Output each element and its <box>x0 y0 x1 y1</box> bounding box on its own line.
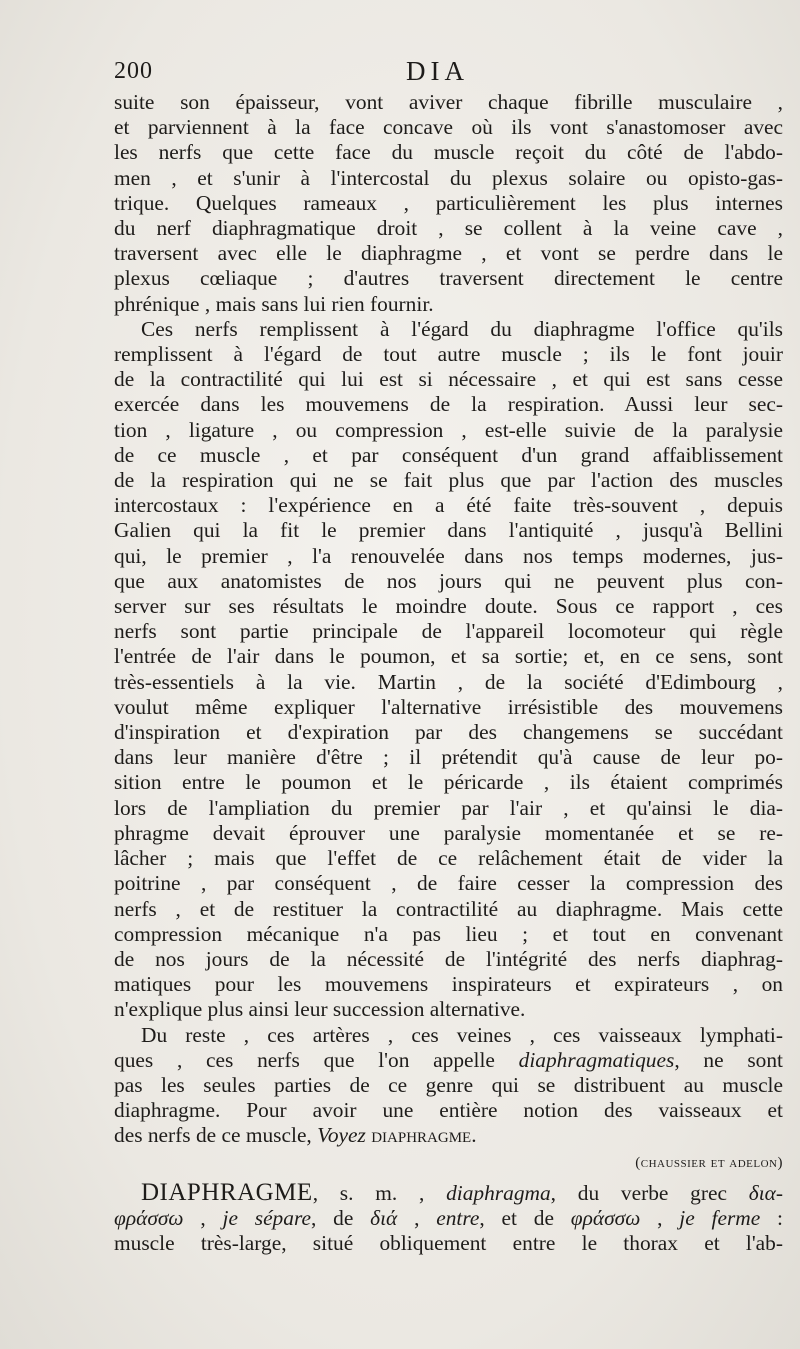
text-line: du nerf diaphragmatique droit , se collent à la veine cave , <box>114 216 783 241</box>
italic-term: diaphragmatiques <box>518 1047 675 1072</box>
text-run: , s. m. , <box>312 1180 447 1205</box>
page-header <box>114 58 754 88</box>
cross-reference: Voyez <box>317 1123 366 1148</box>
text-line: phrénique , mais sans lui rien fournir. <box>114 291 434 316</box>
text-line: très-essentiels à la vie. Martin , de la société d'Edimbourg , <box>114 669 783 694</box>
entry-headword: DIAPHRAGME <box>141 1178 313 1206</box>
text-line <box>114 1123 783 1148</box>
text-line: les nerfs que cette face du muscle reçoit du côté de l'abdo- <box>114 140 783 165</box>
text-line: de ce muscle , et par conséquent d'un grand affaiblissement <box>114 442 783 467</box>
text-line: que aux anatomistes de nos jours qui ne peuvent plus con- <box>114 568 783 593</box>
text-line: d'inspiration et d'expiration par des changemens se succédant <box>114 720 783 745</box>
text-line: compression mécanique n'a pas lieu ; et tout en convenant <box>114 921 783 946</box>
text-run: , de <box>310 1205 371 1230</box>
text-line: Du reste , ces artères , ces veines , ces vaisseaux lymphati- <box>141 1022 783 1047</box>
text-run: , du verbe grec <box>550 1180 749 1205</box>
italic-term: je ferme <box>679 1205 761 1230</box>
text-line: server sur ses résultats le moindre doute. Sous ce rapport , ces <box>114 594 783 619</box>
italic-term: je sépare <box>222 1205 311 1230</box>
text-run: : <box>760 1205 783 1230</box>
text-line: pas les seules parties de ce genre qui se distribuent au muscle <box>114 1072 783 1097</box>
text-line: de nos jours de la nécessité de l'intégrité des nerfs diaphrag- <box>114 946 783 971</box>
paragraph-summary <box>114 1023 783 1176</box>
text-run: , <box>183 1205 223 1230</box>
italic-term: entre <box>436 1205 480 1230</box>
text-line: remplissent à l'égard de tout autre muscle ; ils le font jouir <box>114 342 783 367</box>
greek-term: φράσσω <box>114 1205 184 1230</box>
text-line: exercée dans les mouvemens de la respiration. Aussi leur sec- <box>114 392 783 417</box>
text-line: dans leur manière d'être ; il prétendit qu'à cause de leur po- <box>114 745 783 770</box>
paragraph-nerve-branches <box>114 90 783 317</box>
text-line: muscle très-large, situé obliquement entre le thorax et l'ab- <box>114 1231 783 1256</box>
body-text <box>114 90 783 1256</box>
entry-diaphragme <box>114 1180 783 1257</box>
text-line: Ces nerfs remplissent à l'égard du diaphragme l'office qu'ils <box>141 316 783 341</box>
text-run: , et de <box>479 1205 571 1230</box>
cross-reference-target: diaphragme. <box>365 1123 477 1148</box>
text-run: , ne sont <box>674 1047 783 1072</box>
text-line: nerfs sont partie principale de l'appareil locomoteur qui règle <box>114 619 783 644</box>
text-line: l'entrée de l'air dans le poumon, et sa sortie; et, en ce sens, sont <box>114 644 783 669</box>
text-line: tion , ligature , ou compression , est-elle suivie de la paralysie <box>114 417 783 442</box>
page-number: 200 <box>114 58 153 84</box>
greek-term: δια- <box>748 1180 783 1205</box>
italic-term: diaphragma <box>446 1180 551 1205</box>
text-run: ques , ces nerfs que l'on appelle <box>114 1047 519 1072</box>
greek-term: διά <box>370 1205 398 1230</box>
text-line: qui, le premier , l'a renouvelée dans nos temps modernes, jus- <box>114 543 783 568</box>
text-line: traversent avec elle le diaphragme , et vont se perdre dans le <box>114 241 783 266</box>
text-line <box>114 1180 783 1206</box>
greek-term: φράσσω <box>570 1205 641 1230</box>
text-line: intercostaux : l'expérience en a été faite très-souvent , depuis <box>114 493 783 518</box>
text-line: men , et s'unir à l'intercostal du plexus solaire ou opisto-gas- <box>114 165 783 190</box>
text-line: nerfs , et de restituer la contractilité au diaphragme. Mais cette <box>114 896 783 921</box>
text-line: sition entre le poumon et le péricarde , ils étaient comprimés <box>114 770 783 795</box>
author-signature: (chaussier et adelon) <box>635 1154 783 1171</box>
text-line: suite son épaisseur, vont aviver chaque fibrille musculaire , <box>114 90 783 114</box>
text-run: , <box>640 1205 680 1230</box>
text-line: phragme devait éprouver une paralysie momentanée et se re- <box>114 820 783 845</box>
text-line <box>114 1048 783 1073</box>
text-run: des nerfs de ce muscle, <box>114 1123 318 1148</box>
text-line: lâcher ; mais que l'effet de ce relâchement était de vider la <box>114 846 783 871</box>
paragraph-nerve-function <box>114 317 783 1023</box>
running-head: DIA <box>406 56 469 86</box>
text-line: Galien qui la fit le premier dans l'antiquité , jusqu'à Bellini <box>114 518 783 543</box>
text-line: poitrine , par conséquent , de faire cesser la compression des <box>114 871 783 896</box>
text-line: de la contractilité qui lui est si nécessaire , et qui est sans cesse <box>114 367 783 392</box>
text-line: et parviennent à la face concave où ils vont s'anastomoser avec <box>114 115 783 140</box>
text-line: plexus cœliaque ; d'autres traversent directement le centre <box>114 266 783 291</box>
text-line: lors de l'ampliation du premier par l'air , et qu'ainsi le dia- <box>114 795 783 820</box>
text-line: matiques pour les mouvemens inspirateurs et expirateurs , on <box>114 972 783 997</box>
text-line: trique. Quelques rameaux , particulièrement les plus internes <box>114 190 783 215</box>
text-line: voulut même expliquer l'alternative irrésistible des mouvemens <box>114 694 783 719</box>
text-line <box>114 1206 783 1231</box>
text-line: n'explique plus ainsi leur succession alternative. <box>114 997 526 1022</box>
text-run: , <box>397 1205 437 1230</box>
text-line: de la respiration qui ne se fait plus que par l'action des muscles <box>114 468 783 493</box>
text-line: diaphragme. Pour avoir une entière notion des vaisseaux et <box>114 1098 783 1123</box>
